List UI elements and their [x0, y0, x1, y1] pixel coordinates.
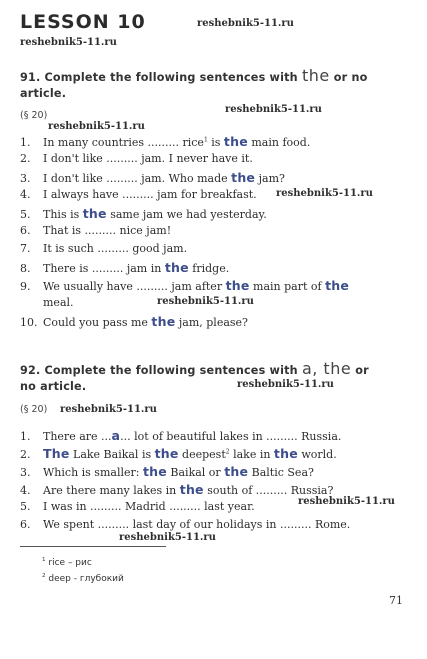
section-ref: (§ 20) [20, 404, 48, 415]
ex91-line-7: 7. It is such ......... good jam. [20, 242, 188, 255]
ex91-line-10: 10. Could you pass me the jam, please? [20, 314, 248, 329]
watermark: reshebnik5-11.ru [119, 532, 216, 543]
handwritten-answer: the [142, 464, 167, 479]
handwritten-answer: the [82, 206, 107, 221]
watermark: reshebnik5-11.ru [157, 296, 254, 307]
ex91-line-5: 5. This is the same jam we had yesterday. [20, 206, 267, 221]
heading-text: 92. Complete the following sentences with [20, 364, 302, 377]
ex92-line-4: 4. Are there many lakes in the south of ......... Russia? [20, 482, 334, 497]
heading-word-the: the [323, 359, 352, 378]
ex92-line-5: 5. I was in ......... Madrid ......... last year. [20, 500, 255, 513]
ex91-line-8: 8. There is ......... jam in the fridge. [20, 260, 230, 275]
watermark: reshebnik5-11.ru [60, 404, 157, 415]
page-number: 71 [389, 594, 403, 607]
heading-word-a: a [301, 359, 313, 378]
ex92-line-2: 2. The Lake Baikal is the deepest$^2$ lake in the world. [20, 446, 337, 461]
ex92-line-6: 6. We spent ......... last day of our holidays in ......... Rome. [20, 518, 351, 531]
ex92-line-1: 1. There are ...a... lot of beautiful lakes in ......... Russia. [20, 428, 342, 443]
handwritten-answer: The [43, 446, 70, 461]
handwritten-answer: the [231, 170, 256, 185]
handwritten-answer: the [224, 464, 249, 479]
ex92-line-3: 3. Which is smaller: the Baikal or the Baltic Sea? [20, 464, 314, 479]
watermark: reshebnik5-11.ru [20, 37, 117, 48]
handwritten-answer: the [154, 446, 179, 461]
ex91-line-2: 2. I don't like ......... jam. I never have it. [20, 152, 253, 165]
watermark: reshebnik5-11.ru [276, 188, 373, 199]
footnote-1: $^1$ rice – рис [42, 557, 92, 568]
exercise-92-heading: 92. Complete the following sentences with a, the or [20, 359, 369, 378]
ex91-line-9: 9. We usually have ......... jam after the main part of the [20, 278, 350, 293]
watermark: reshebnik5-11.ru [237, 379, 334, 390]
footnote-divider [20, 546, 166, 547]
footnote-2: $^2$ deep - глубокий [42, 573, 124, 584]
handwritten-answer: the [273, 446, 298, 461]
lesson-title: LESSON 10 [20, 11, 146, 33]
exercise-91-heading [20, 66, 368, 85]
ex91-line-4: 4. I always have ......... jam for breakfast. [20, 188, 257, 201]
handwritten-answer: the [164, 260, 189, 275]
heading-text: or [351, 364, 369, 377]
watermark: reshebnik5-11.ru [48, 121, 145, 132]
handwritten-answer: the [179, 482, 204, 497]
handwritten-answer: the [151, 314, 176, 329]
exercise-91-heading-cont: article. [20, 87, 67, 100]
ex91-line-9-cont: meal. [43, 296, 74, 309]
heading-text: or no [329, 71, 368, 84]
handwritten-answer: the [223, 134, 248, 149]
watermark: reshebnik5-11.ru [225, 104, 322, 115]
watermark: reshebnik5-11.ru [298, 496, 395, 507]
handwritten-answer: the [325, 278, 350, 293]
heading-text: 91. Complete the following sentences with [20, 71, 302, 84]
ex91-line-3: 3. I don't like ......... jam. Who made the jam? [20, 170, 285, 185]
section-ref: (§ 20) [20, 110, 48, 121]
handwritten-answer: the [225, 278, 250, 293]
heading-word-the: the [301, 66, 330, 85]
ex91-line-6: 6. That is ......... nice jam! [20, 224, 172, 237]
exercise-92-heading-cont: no article. [20, 380, 87, 393]
ex91-line-1: 1. In many countries ......... rice$^1$ is the main food. [20, 134, 311, 149]
watermark: reshebnik5-11.ru [197, 18, 294, 29]
handwritten-answer: a [111, 428, 121, 443]
